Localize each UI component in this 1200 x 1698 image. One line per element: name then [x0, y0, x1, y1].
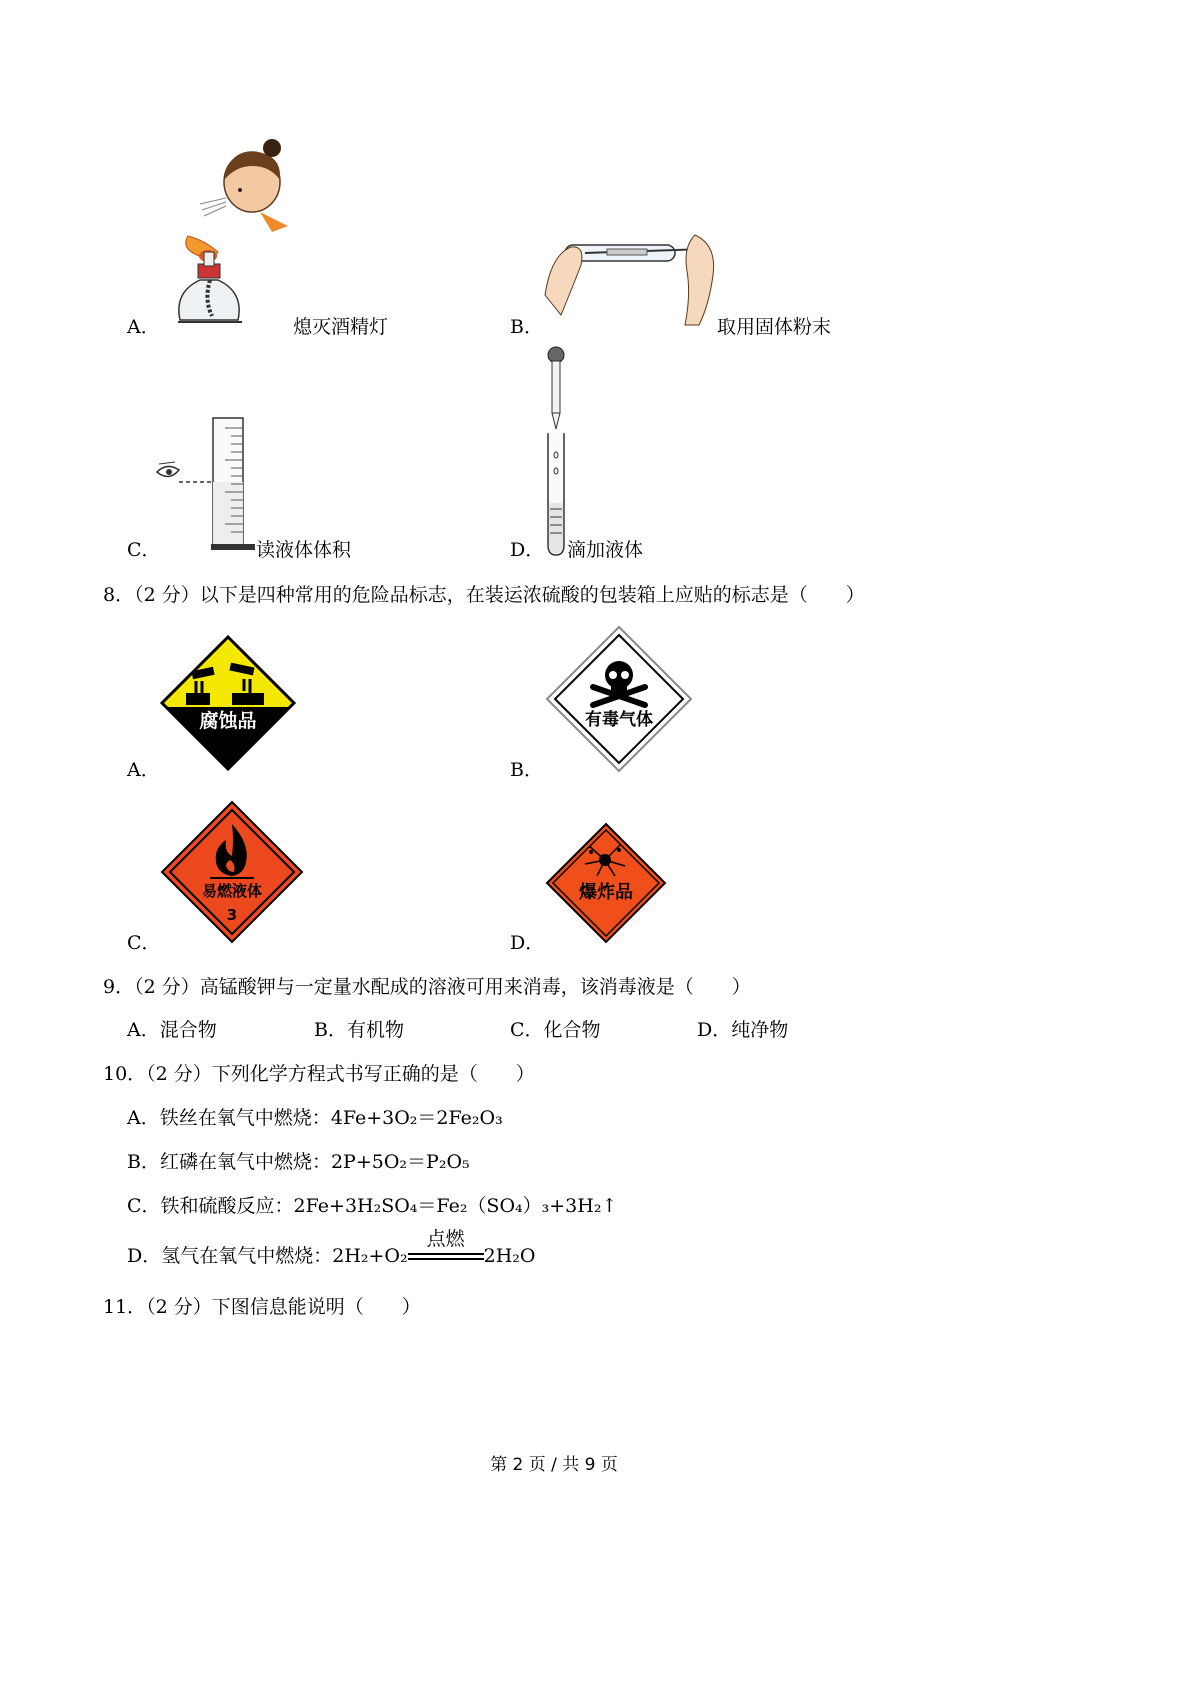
q10-option-a — [127, 1103, 503, 1130]
q8-option-d-letter: D． — [510, 932, 545, 954]
q7-option-d-letter: D． — [510, 539, 545, 561]
q10-option-d-label: D．氢气在氧气中燃烧： — [127, 1245, 333, 1267]
q8-option-c-letter: C． — [127, 932, 161, 954]
explosive-sign-text: 爆炸品 — [579, 882, 633, 903]
q10-option-d-equation-right: 2H₂O — [483, 1245, 536, 1267]
q9-stem: 9．（2 分）高锰酸钾与一定量水配成的溶液可用来消毒，该消毒液是（ ） — [103, 976, 751, 998]
q10-option-a-label: A．铁丝在氧气中燃烧： — [127, 1107, 331, 1129]
q10-option-d-condition-arrow — [408, 1228, 484, 1268]
q10-option-c — [127, 1191, 617, 1218]
q10-option-c-label: C．铁和硫酸反应： — [127, 1195, 294, 1217]
corrosive-sign-text: 腐蚀品 — [199, 710, 257, 732]
q8-stem: 8．（2 分）以下是四种常用的危险品标志，在装运浓硫酸的包装箱上应贴的标志是（ ） — [103, 584, 865, 606]
q10-stem: 10．（2 分）下列化学方程式书写正确的是（ ） — [103, 1063, 535, 1085]
flammable-liquid-sign — [160, 800, 304, 944]
q10-option-d — [127, 1228, 536, 1268]
q10-option-c-equation: 2Fe+3H₂SO₄＝Fe₂（SO₄）₃+3H₂↑ — [293, 1195, 618, 1217]
corrosive-sign — [160, 635, 296, 771]
q7-option-b-letter: B． — [510, 316, 543, 338]
solid-powder-taking-illustration — [545, 225, 715, 335]
q7-option-a-letter: A． — [127, 316, 160, 338]
toxic-gas-sign — [545, 625, 693, 773]
toxic-gas-sign-text: 有毒气体 — [585, 710, 653, 730]
explosive-sign — [545, 822, 667, 944]
q10-option-b-equation: 2P+5O₂＝P₂O₅ — [330, 1151, 470, 1173]
q9-option-a: A．混合物 — [127, 1019, 217, 1041]
q10-option-b-label: B．红磷在氧气中燃烧： — [127, 1151, 331, 1173]
q11-stem: 11．（2 分）下图信息能说明（ ） — [103, 1296, 421, 1318]
q7-option-c-letter: C． — [127, 539, 161, 561]
q7-option-c-caption: 读液体体积 — [256, 539, 352, 561]
q10-option-a-equation: 4Fe+3O₂＝2Fe₂O₃ — [330, 1107, 503, 1129]
q9-option-d: D．纯净物 — [697, 1019, 789, 1041]
q8-option-a-letter: A． — [127, 759, 160, 781]
q10-option-d-condition: 点燃 — [426, 1228, 465, 1250]
alcohol-lamp-blowing-illustration — [160, 140, 310, 360]
q9-option-c: C．化合物 — [510, 1019, 601, 1041]
page-footer: 第 2 页 / 共 9 页 — [490, 1455, 618, 1475]
q7-option-a-caption: 熄灭酒精灯 — [293, 316, 389, 338]
q10-option-b — [127, 1147, 470, 1174]
graduated-cylinder-reading-illustration — [155, 416, 265, 556]
q9-option-b: B．有机物 — [314, 1019, 404, 1041]
dropper-test-tube-illustration — [540, 345, 580, 557]
flammable-liquid-sign-text: 易燃液体 — [201, 882, 263, 900]
q7-option-b-caption: 取用固体粉末 — [717, 316, 832, 338]
flammable-liquid-sign-number: 3 — [226, 906, 238, 924]
q8-option-b-letter: B． — [510, 759, 543, 781]
q7-option-d-caption: 滴加液体 — [567, 539, 644, 561]
q10-option-d-equation-left: 2H₂+O₂ — [332, 1245, 408, 1267]
